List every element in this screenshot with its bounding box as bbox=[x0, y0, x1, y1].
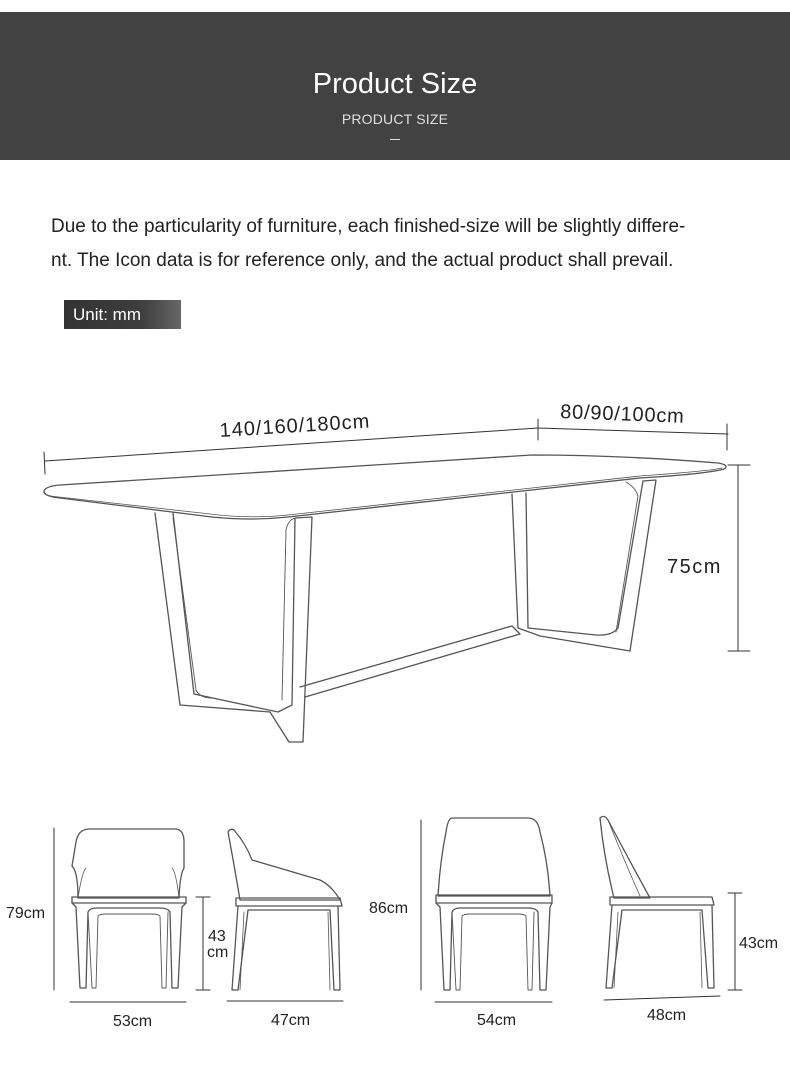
page-title: Product Size bbox=[312, 68, 478, 100]
chair-legs bbox=[606, 905, 714, 988]
chair2-seat-height-value: 43 bbox=[208, 928, 226, 945]
table-leg-back-right bbox=[512, 480, 656, 651]
table-width-label: 80/90/100cm bbox=[559, 401, 685, 428]
table-dimensions bbox=[44, 419, 750, 651]
chair2-seat-height-unit: cm bbox=[207, 944, 229, 961]
armchair-front-view bbox=[72, 829, 186, 988]
table-leg-front-left bbox=[155, 513, 312, 742]
chair-back bbox=[228, 829, 340, 900]
chair-back bbox=[600, 816, 650, 898]
dining-table-drawing bbox=[44, 455, 726, 742]
side-chair-side-view bbox=[600, 816, 714, 988]
chair4-depth-label: 48cm bbox=[647, 1007, 687, 1024]
chair3-width-label: 54cm bbox=[477, 1012, 517, 1029]
page-subtitle: PRODUCT SIZE bbox=[341, 111, 449, 127]
chair-legs bbox=[72, 903, 186, 988]
chair4-seat-height-label: 43cm bbox=[739, 935, 779, 952]
chair3-height-label: 86cm bbox=[369, 900, 409, 917]
chair-back bbox=[72, 829, 184, 898]
chair2-depth-label: 47cm bbox=[271, 1012, 311, 1029]
disclaimer-line-1: Due to the particularity of furniture, each finished-size will be slightly differe- bbox=[51, 216, 686, 237]
chair-seat bbox=[236, 898, 342, 906]
unit-badge: Unit: mm bbox=[64, 300, 181, 329]
table-stretcher bbox=[300, 626, 520, 697]
chair1-height-label: 79cm bbox=[6, 905, 46, 922]
side-chair-front-view bbox=[436, 818, 552, 990]
table-top bbox=[44, 455, 726, 519]
table-height-label: 75cm bbox=[667, 556, 722, 578]
chair1-width-label: 53cm bbox=[113, 1013, 153, 1030]
table-length-label: 140/160/180cm bbox=[218, 410, 371, 442]
chair-legs bbox=[232, 906, 340, 990]
chair-back bbox=[438, 818, 550, 896]
armchair-side-view bbox=[228, 829, 342, 990]
disclaimer-line-2: nt. The Icon data is for reference only, and the actual product shall prevail. bbox=[51, 250, 674, 271]
